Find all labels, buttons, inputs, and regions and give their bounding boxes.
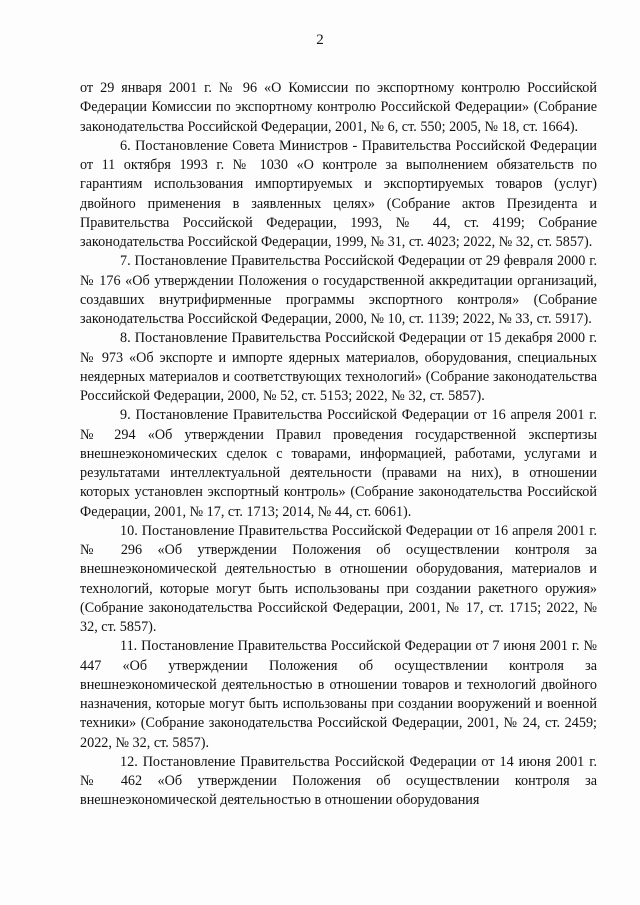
document-body bbox=[80, 79, 597, 811]
paragraph-item-6: 6. Постановление Совета Министров - Правительства Российской Федерации от 11 октября 1993 г. № 1030 «О контроле за выполнением обязательств по гарантиям использования импортируемых и экспортируемых товаров (услуг) двойного применения в заявленных целях» (Собрание актов Президента и Правительства Российской Федерации, 1993, № 44, ст. 4199; Собрание законодательства Российской Федерации, 1999, № 31, ст. 4023; 2022, № 32, ст. 5857). bbox=[80, 137, 597, 250]
paragraph-item-12: 12. Постановление Правительства Российской Федерации от 14 июня 2001 г. № 462 «Об утверждении Положения об осуществлении контроля за внешнеэкономической деятельностью в отношении оборудования bbox=[80, 753, 597, 809]
paragraph-item-8: 8. Постановление Правительства Российской Федерации от 15 декабря 2000 г. № 973 «Об экспорте и импорте ядерных материалов, оборудования, специальных неядерных материалов и соответствующих технологий» (Собрание законодательства Российской Федерации, 2000, № 52, ст. 5153; 2022, № 32, ст. 5857). bbox=[80, 330, 597, 404]
page-number: 2 bbox=[316, 32, 324, 48]
paragraph-item-10: 10. Постановление Правительства Российской Федерации от 16 апреля 2001 г. № 296 «Об утверждении Положения об осуществлении контроля за внешнеэкономической деятельностью в отношении оборудования, материалов и технологий, которые могут быть использованы при создании ракетного оружия» (Собрание законодательства Российской Федерации, 2001, № 17, ст. 1715; 2022, № 32, ст. 5857). bbox=[80, 522, 597, 635]
paragraph-continuation: от 29 января 2001 г. № 96 «О Комиссии по экспортному контролю Российской Федерации Комиссии по экспортному контролю Российской Федерации» (Собрание законодательства Российской Федерации, 2001, № 6, ст. 550; 2005, № 18, ст. 1664). bbox=[80, 80, 597, 135]
paragraph-item-9: 9. Постановление Правительства Российской Федерации от 16 апреля 2001 г. № 294 «Об утверждении Правил проведения государственной экспертизы внешнеэкономических сделок с товарами, информацией, работами, услугами и результатами интеллектуальной деятельности (правами на них), в отношении которых установлен экспортный контроль» (Собрание законодательства Российской Федерации, 2001, № 17, ст. 1713; 2014, № 44, ст. 6061). bbox=[80, 407, 597, 520]
paragraph-item-7: 7. Постановление Правительства Российской Федерации от 29 февраля 2000 г. № 176 «Об утверждении Положения о государственной аккредитации организаций, создавших внутрифирменные программы экспортного контроля» (Собрание законодательства Российской Федерации, 2000, № 10, ст. 1139; 2022, № 33, ст. 5917). bbox=[80, 253, 597, 327]
paragraph-item-11: 11. Постановление Правительства Российской Федерации от 7 июня 2001 г. № 447 «Об утверждении Положения об осуществлении контроля за внешнеэкономической деятельностью в отношении товаров и технологий двойного назначения, которые могут быть использованы при создании вооружений и военной техники» (Собрание законодательства Российской Федерации, 2001, № 24, ст. 2459; 2022, № 32, ст. 5857). bbox=[80, 638, 597, 751]
